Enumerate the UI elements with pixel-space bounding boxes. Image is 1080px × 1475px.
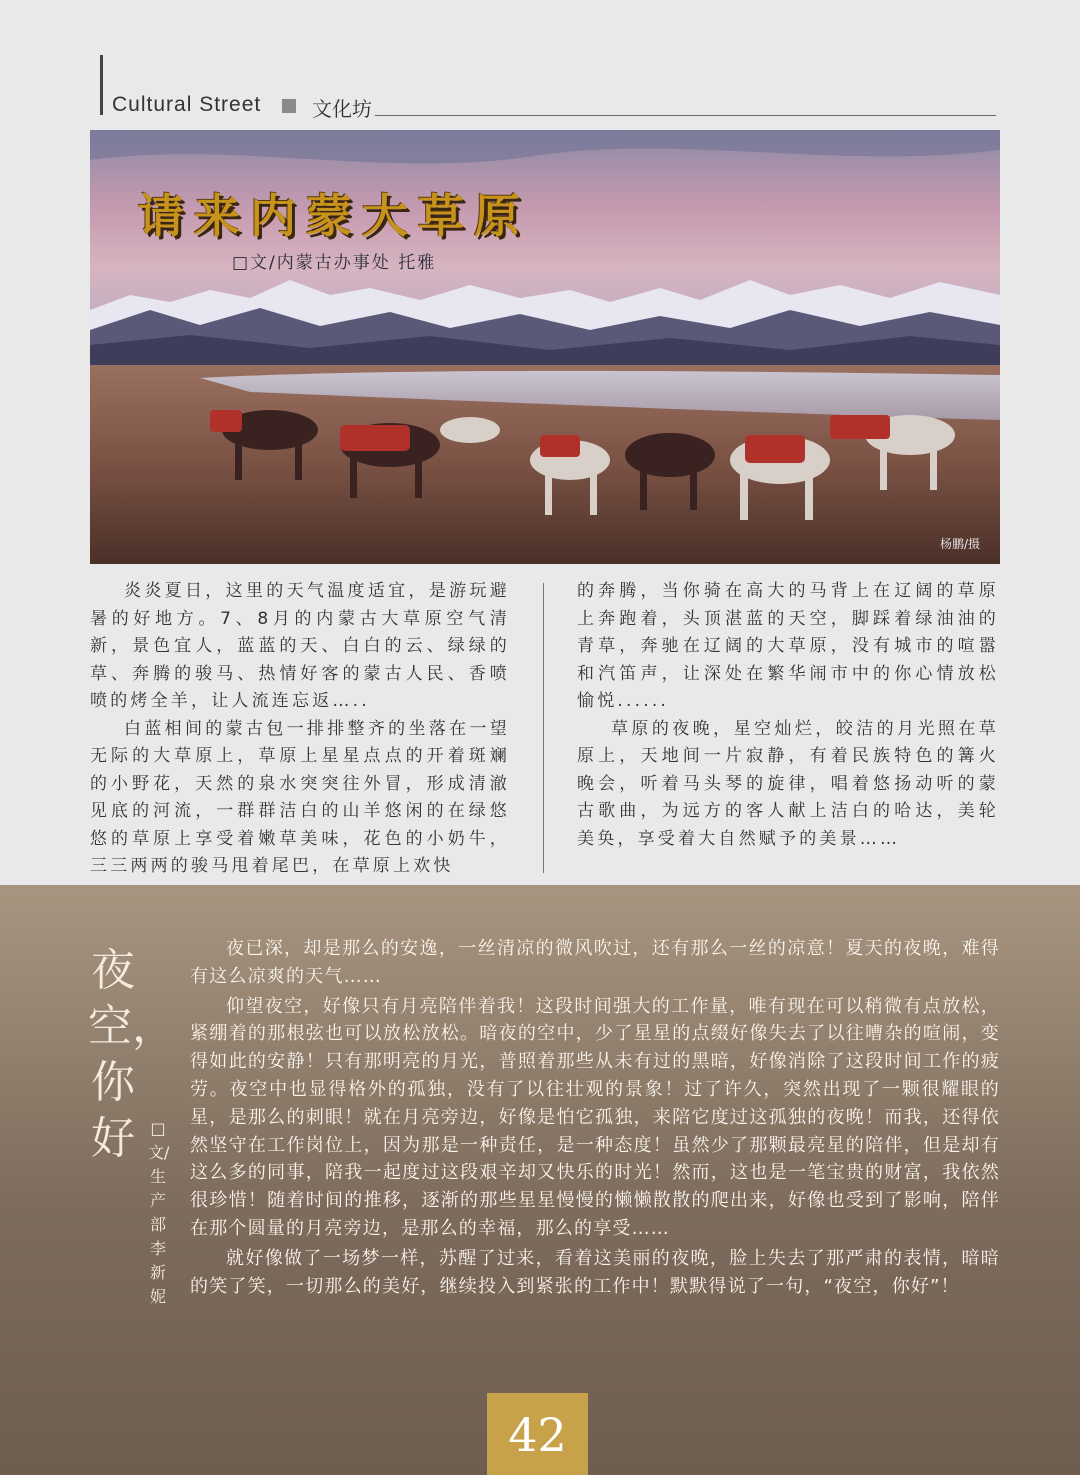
section-title-cn: 文化坊 bbox=[312, 97, 372, 121]
vertical-title: 夜空，你好 bbox=[88, 945, 176, 1164]
paragraph: 白蓝相间的蒙古包一排排整齐的坐落在一望无际的大草原上，草原上星星点点的开着斑斓的小野花，天然的泉水突突往外冒，形成清澈见底的河流，一群群洁白的山羊悠闲的在绿悠悠的草原上享受着嫩草美味，花色的小奶牛，三三两两的骏马甩着尾巴，在草原上欢快 bbox=[90, 718, 510, 876]
night-sky-section bbox=[0, 885, 1080, 1475]
article-title: 请来内蒙大草原 bbox=[138, 189, 530, 243]
page-number: 42 bbox=[487, 1393, 588, 1475]
article-column-1 bbox=[90, 578, 510, 881]
vertical-author: □文/生产部 李新妮 bbox=[148, 1119, 170, 1306]
page-header bbox=[100, 55, 996, 121]
square-bullet-icon bbox=[282, 99, 296, 113]
photo-credit: 杨鹏/摄 bbox=[939, 537, 980, 551]
paragraph: 的奔腾，当你骑在高大的马背上在辽阔的草原上奔跑着，头顶湛蓝的天空，脚踩着绿油油的青草，奔驰在辽阔的大草原，没有城市的喧嚣和汽笛声，让深处在繁华闹市中的你心情放松愉悦...... bbox=[577, 581, 999, 711]
article-body bbox=[190, 935, 1000, 1302]
paragraph: 草原的夜晚，星空灿烂，皎洁的月光照在草原上，天地间一片寂静，有着民族特色的篝火晚会，听着马头琴的旋律，唱着悠扬动听的蒙古歌曲，为远方的客人献上洁白的哈达，美轮美奂，享受着大自然赋予的美景…… bbox=[577, 718, 999, 849]
article-column-2 bbox=[577, 578, 999, 853]
paragraph: 仰望夜空，好像只有月亮陪伴着我！这段时间强大的工作量，唯有现在可以稍微有点放松，紧绷着的那根弦也可以放松放松。暗夜的空中，少了星星的点缀好像失去了以往嘈杂的喧闹，变得如此的安静！只有那明亮的月光，普照着那些从未有过的黑暗，好像消除了这段时间工作的疲劳。夜空中也显得格外的孤独，没有了以往壮观的景象！过了许久，突然出现了一颗很耀眼的星，是那么的刺眼！就在月亮旁边，好像是怕它孤独，来陪它度过这孤独的夜晚！而我，还得依然坚守在工作岗位上，因为那是一种责任，是一种态度！虽然少了那颗最亮星的陪伴，但是却有这么多的同事，陪我一起度过这段艰辛却又快乐的时光！然而，这也是一笔宝贵的财富，我依然很珍惜！随着时间的推移，逐渐的那些星星慢慢的懒懒散散的爬出来，好像也受到了影响，陪伴在那个圆量的月亮旁边，是那么的幸福，那么的享受…… bbox=[190, 995, 1000, 1239]
header-bar bbox=[100, 55, 103, 115]
header-rule bbox=[375, 115, 996, 116]
article-byline: □文/内蒙古办事处 托雅 bbox=[232, 253, 437, 273]
section-title-en: Cultural Street bbox=[112, 93, 262, 116]
paragraph: 就好像做了一场梦一样，苏醒了过来，看着这美丽的夜晚，脸上失去了那严肃的表情，暗暗的笑了笑，一切那么的美好，继续投入到紧张的工作中！默默得说了一句，“夜空，你好”！ bbox=[190, 1247, 1000, 1297]
paragraph: 炎炎夏日，这里的天气温度适宜，是游玩避暑的好地方。7、8月的内蒙古大草原空气清新，景色宜人，蓝蓝的天、白白的云、绿绿的草、奔腾的骏马、热情好客的蒙古人民、香喷喷的烤全羊，让人流连忘返….. bbox=[90, 581, 510, 711]
column-divider bbox=[543, 583, 544, 873]
hero-photo bbox=[90, 130, 1000, 564]
paragraph: 夜已深，却是那么的安逸，一丝清凉的微风吹过，还有那么一丝的凉意！夏天的夜晚，难得有这么凉爽的天气…… bbox=[190, 938, 1000, 987]
